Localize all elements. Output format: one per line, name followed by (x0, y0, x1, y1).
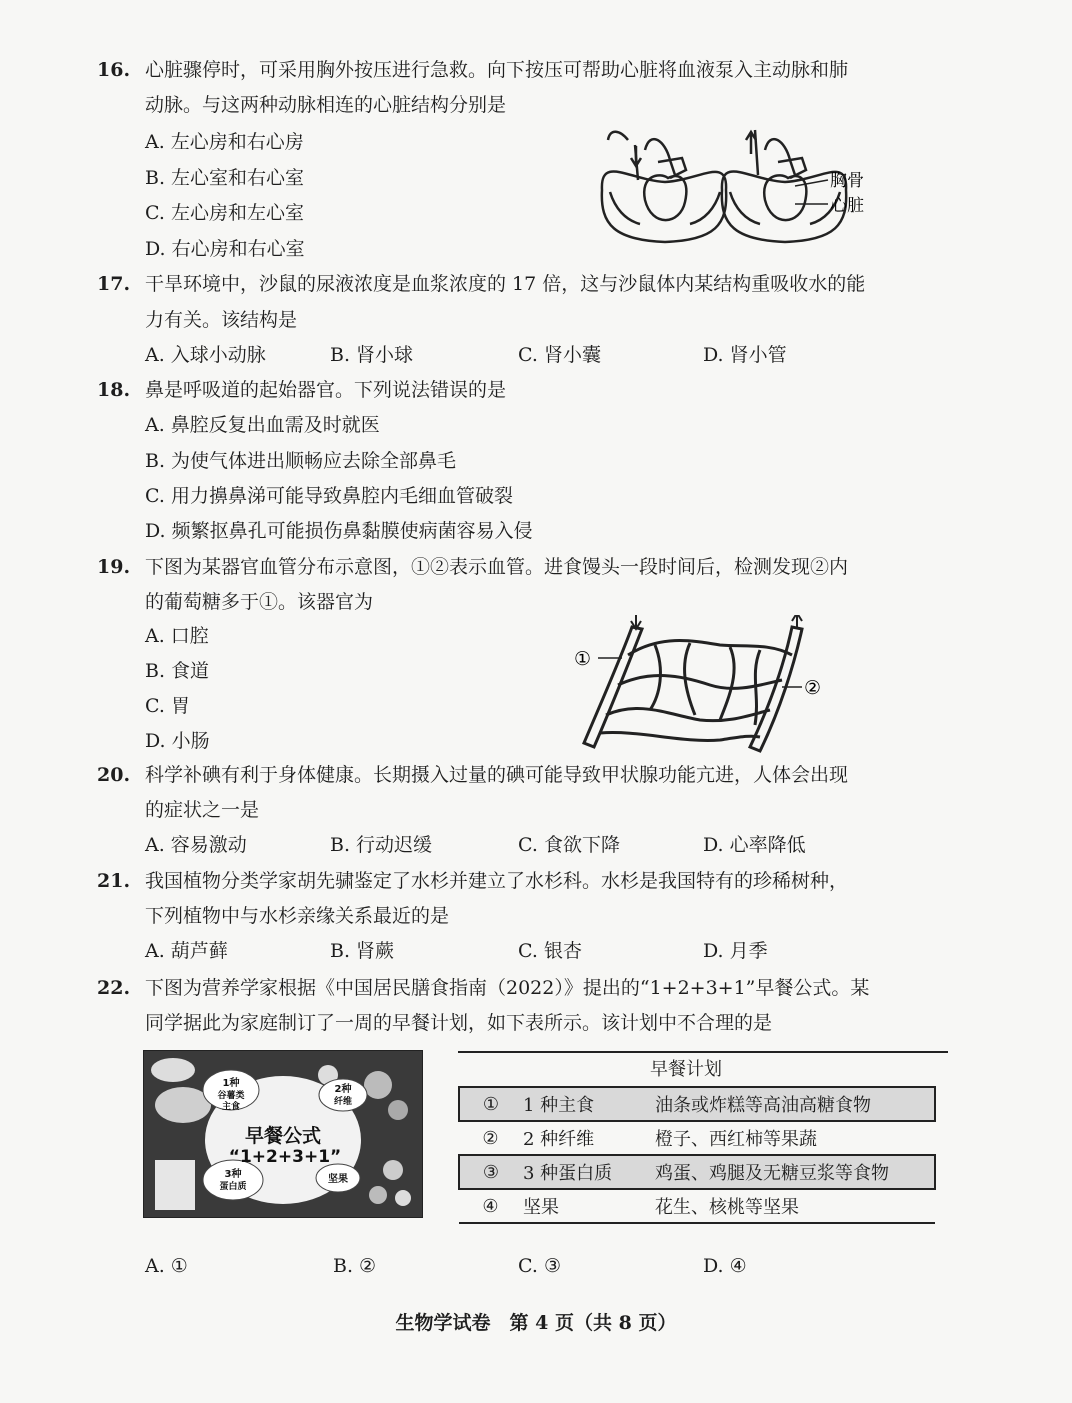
q16-stem-line2: 动脉。与这两种动脉相连的心脏结构分别是 (145, 94, 507, 116)
q19-option-a: A. 口腔 (145, 625, 209, 647)
poster-box3-text: 蛋白质 (219, 1182, 247, 1192)
q20-option-c: C. 食欲下降 (518, 834, 620, 856)
table-row (459, 1121, 935, 1155)
q19-option-b: B. 食道 (145, 660, 210, 682)
table-top-rule (458, 1051, 948, 1053)
arrow-down-icon (631, 146, 641, 166)
breakfast-plan-table (458, 1086, 936, 1224)
table-row-item: 3 种蛋白质 (523, 1163, 613, 1184)
table-row (459, 1189, 935, 1223)
table-row-item: 2 种纤维 (523, 1129, 595, 1150)
label-sternum: 胸骨 (830, 171, 864, 191)
poster-box2-text: 纤维 (333, 1097, 353, 1107)
poster-box1-num: 1种 (222, 1078, 240, 1089)
q22-option-d: D. ④ (703, 1255, 747, 1277)
poster-title: 早餐公式 (244, 1125, 322, 1147)
q21-option-c: C. 银杏 (518, 940, 582, 962)
q22-number: 22. (97, 977, 131, 999)
q20-option-b: B. 行动迟缓 (330, 834, 433, 856)
vessel-2-label: ② (804, 677, 822, 699)
q21-stem-line1: 我国植物分类学家胡先骕鉴定了水杉并建立了水杉科。水杉是我国特有的珍稀树种， (145, 870, 849, 892)
table-row-item: 1 种主食 (523, 1095, 595, 1116)
label-heart: 心脏 (830, 196, 864, 216)
q18-option-a: A. 鼻腔反复出血需及时就医 (145, 414, 380, 436)
q17-number: 17. (97, 273, 131, 295)
poster-box1-text: 谷薯类 (217, 1091, 245, 1101)
q20-option-a: A. 容易激动 (145, 834, 247, 856)
q18-option-d: D. 频繁抠鼻孔可能损伤鼻黏膜使病菌容易入侵 (145, 520, 533, 542)
poster-box2-num: 2种 (334, 1084, 352, 1095)
table-title: 早餐计划 (650, 1059, 722, 1080)
table-row-number: ① (482, 1093, 500, 1115)
q22-stem-line2: 同学据此为家庭制订了一周的早餐计划，如下表所示。该计划中不合理的是 (145, 1012, 773, 1034)
q20-option-d: D. 心率降低 (703, 834, 806, 856)
chest-outline-left (602, 171, 726, 242)
q17-stem-line1: 干旱环境中，沙鼠的尿液浓度是血浆浓度的 17 倍，这与沙鼠体内某结构重吸收水的能 (145, 273, 866, 295)
q21-number: 21. (97, 870, 131, 892)
q16-stem-line1: 心脏骤停时，可采用胸外按压进行急救。向下按压可帮助心脏将血液泵入主动脉和肺 (145, 59, 849, 81)
q17-option-a: A. 入球小动脉 (145, 344, 266, 366)
q18-stem: 鼻是呼吸道的起始器官。下列说法错误的是 (145, 379, 507, 401)
q22-option-b: B. ② (333, 1255, 377, 1277)
q19-stem-line1: 下图为某器官血管分布示意图，①②表示血管。进食馒头一段时间后，检测发现②内 (145, 556, 849, 578)
q21-option-b: B. 肾蕨 (330, 940, 395, 962)
q17-option-c: C. 肾小囊 (518, 344, 601, 366)
table-row-number: ③ (482, 1161, 500, 1183)
table-row (459, 1087, 935, 1121)
q16-option-c: C. 左心房和左心室 (145, 202, 304, 224)
q22-option-a: A. ① (145, 1255, 188, 1277)
q16-option-a: A. 左心房和右心房 (145, 131, 304, 153)
q18-number: 18. (97, 379, 131, 401)
table-row-desc: 油条或炸糕等高油高糖食物 (655, 1095, 871, 1116)
q22-stem-line1: 下图为营养学家根据《中国居民膳食指南（2022）》提出的“1+2+3+1”早餐公式。某 (145, 977, 870, 999)
q19-option-d: D. 小肠 (145, 730, 210, 752)
q17-option-d: D. 肾小管 (703, 344, 787, 366)
poster-box4-text: 坚果 (328, 1174, 348, 1185)
arrow-up-icon (746, 132, 756, 154)
q18-option-c: C. 用力擤鼻涕可能导致鼻腔内毛细血管破裂 (145, 485, 513, 507)
vessel-1-label: ① (574, 648, 592, 670)
table-row-item: 坚果 (523, 1197, 559, 1218)
q17-option-b: B. 肾小球 (330, 344, 414, 366)
table-row-number: ② (482, 1127, 499, 1149)
q17-stem-line2: 力有关。该结构是 (145, 309, 298, 331)
q16-option-d: D. 右心房和右心室 (145, 238, 305, 260)
capillary-network-figure (570, 615, 840, 760)
page-footer: 生物学试卷 第 4 页（共 8 页） (395, 1312, 677, 1334)
table-row-number: ④ (482, 1195, 499, 1217)
q16-option-b: B. 左心室和右心室 (145, 167, 305, 189)
poster-box1-text2: 主食 (221, 1102, 241, 1112)
poster-box3-num: 3种 (224, 1169, 242, 1180)
chest-outline-right (722, 171, 846, 242)
q21-option-d: D. 月季 (703, 940, 768, 962)
table-row (459, 1155, 935, 1189)
table-row-desc: 花生、核桃等坚果 (655, 1197, 799, 1218)
vessel-1 (584, 627, 642, 747)
q20-stem-line1: 科学补碘有利于身体健康。长期摄入过量的碘可能导致甲状腺功能亢进，人体会出现 (145, 764, 849, 786)
q19-stem-line2: 的葡萄糖多于①。该器官为 (145, 591, 374, 613)
q16-number: 16. (97, 59, 131, 81)
q20-stem-line2: 的症状之一是 (145, 799, 260, 821)
q21-option-a: A. 葫芦藓 (145, 940, 228, 962)
q21-stem-line2: 下列植物中与水杉亲缘关系最近的是 (145, 905, 450, 927)
breakfast-formula-poster (143, 1050, 423, 1218)
q22-option-c: C. ③ (518, 1255, 561, 1277)
poster-formula: “1+2+3+1” (228, 1147, 342, 1167)
cpr-chest-figure (590, 120, 900, 255)
q19-option-c: C. 胃 (145, 695, 190, 717)
q18-option-b: B. 为使气体进出顺畅应去除全部鼻毛 (145, 450, 457, 472)
table-row-desc: 鸡蛋、鸡腿及无糖豆浆等食物 (655, 1163, 889, 1184)
q20-number: 20. (97, 764, 131, 786)
q19-number: 19. (97, 556, 131, 578)
table-row-desc: 橙子、西红柿等果蔬 (655, 1129, 817, 1150)
